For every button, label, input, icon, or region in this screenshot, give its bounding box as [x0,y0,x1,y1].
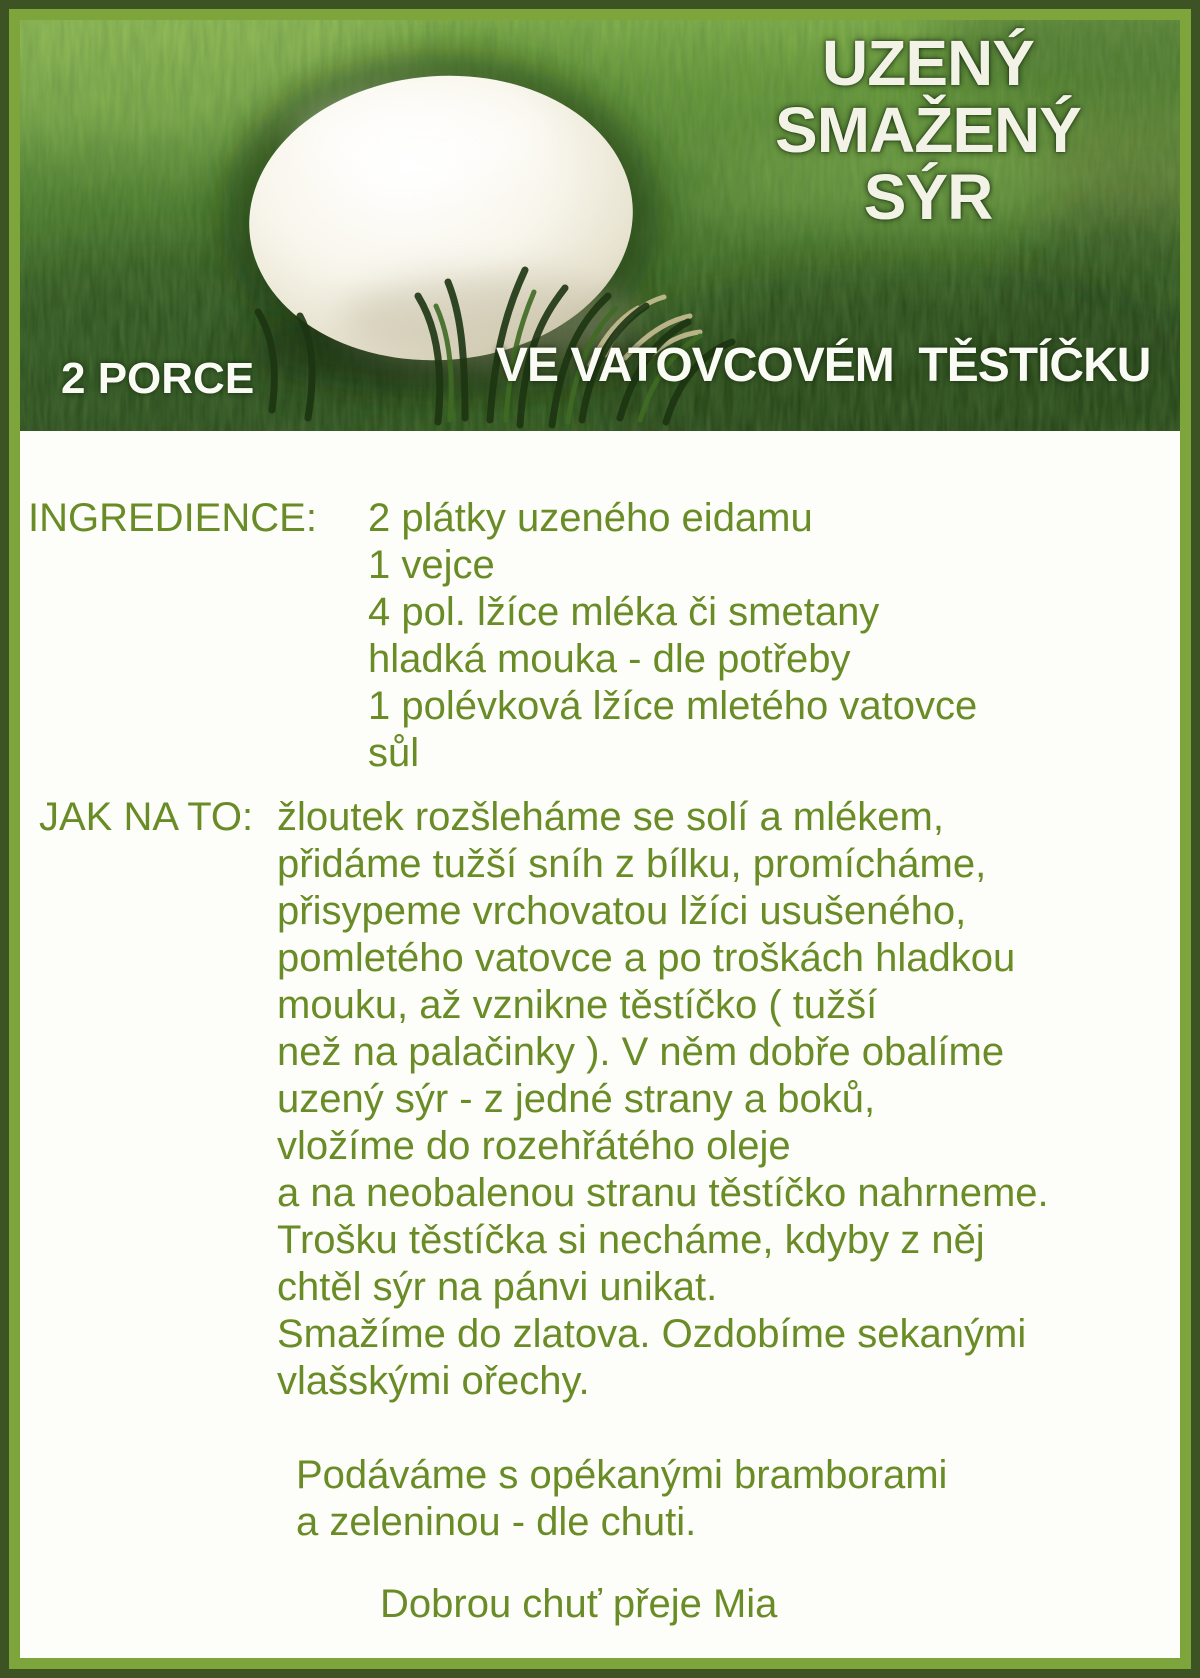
ingredient-item: 1 polévková lžíce mletého vatovce [368,684,978,728]
recipe-title-line: SÝR [863,161,993,233]
card-content [20,20,1180,1658]
instructions-section [20,794,1180,1405]
instruction-line: Smažíme do zlatova. Ozdobíme sekanými [277,1312,1027,1356]
serving-note-line: Podáváme s opékanými bramborami [296,1453,948,1497]
instruction-line: uzený sýr - z jedné strany a boků, [277,1077,876,1121]
recipe-body [20,431,1180,1628]
instruction-line: a na neobalenou stranu těstíčko nahrneme. [277,1171,1049,1215]
instruction-line: vložíme do rozehřátého oleje [277,1124,791,1168]
instruction-line: chtěl sýr na pánvi unikat. [277,1265,718,1309]
instruction-line: vlašskými ořechy. [277,1359,590,1403]
ingredients-heading: INGREDIENCE: [28,496,317,540]
recipe-title-line: UZENÝ [822,27,1034,99]
recipe-subtitle: VE VATOVCOVÉM TĚSTÍČKU [496,339,1151,392]
ingredients-list [368,495,1180,777]
servings-label: 2 PORCE [61,354,255,403]
header-photo [20,20,1180,431]
ingredient-item: sůl [368,731,420,775]
instruction-line: přisypeme vrchovatou lžíci usušeného, [277,889,967,933]
instructions-text [277,794,1180,1405]
ingredient-item: hladká mouka - dle potřeby [368,637,851,681]
serving-note-line: a zeleninou - dle chuti. [296,1500,697,1544]
recipe-title [668,27,1180,233]
instruction-line: než na palačinky ). V něm dobře obalíme [277,1030,1005,1074]
serving-note [296,1452,1180,1546]
instruction-line: pomletého vatovce a po troškách hladkou [277,936,1016,980]
instruction-line: Trošku těstíčka si necháme, kdyby z něj [277,1218,985,1262]
ingredient-item: 2 plátky uzeného eidamu [368,496,813,540]
recipe-title-line: SMAŽENÝ [775,94,1081,166]
inner-frame [9,9,1191,1669]
ingredient-item: 4 pol. lžíce mléka či smetany [368,590,880,634]
instruction-line: přidáme tužší sníh z bílku, promícháme, [277,842,987,886]
instruction-line: mouku, až vznikne těstíčko ( tužší [277,983,878,1027]
signoff: Dobrou chuť přeje Mia [380,1582,778,1626]
instructions-heading: JAK NA TO: [39,795,254,839]
ingredient-item: 1 vejce [368,543,495,587]
ingredients-section [20,495,1180,777]
instruction-line: žloutek rozšleháme se solí a mlékem, [277,795,944,839]
